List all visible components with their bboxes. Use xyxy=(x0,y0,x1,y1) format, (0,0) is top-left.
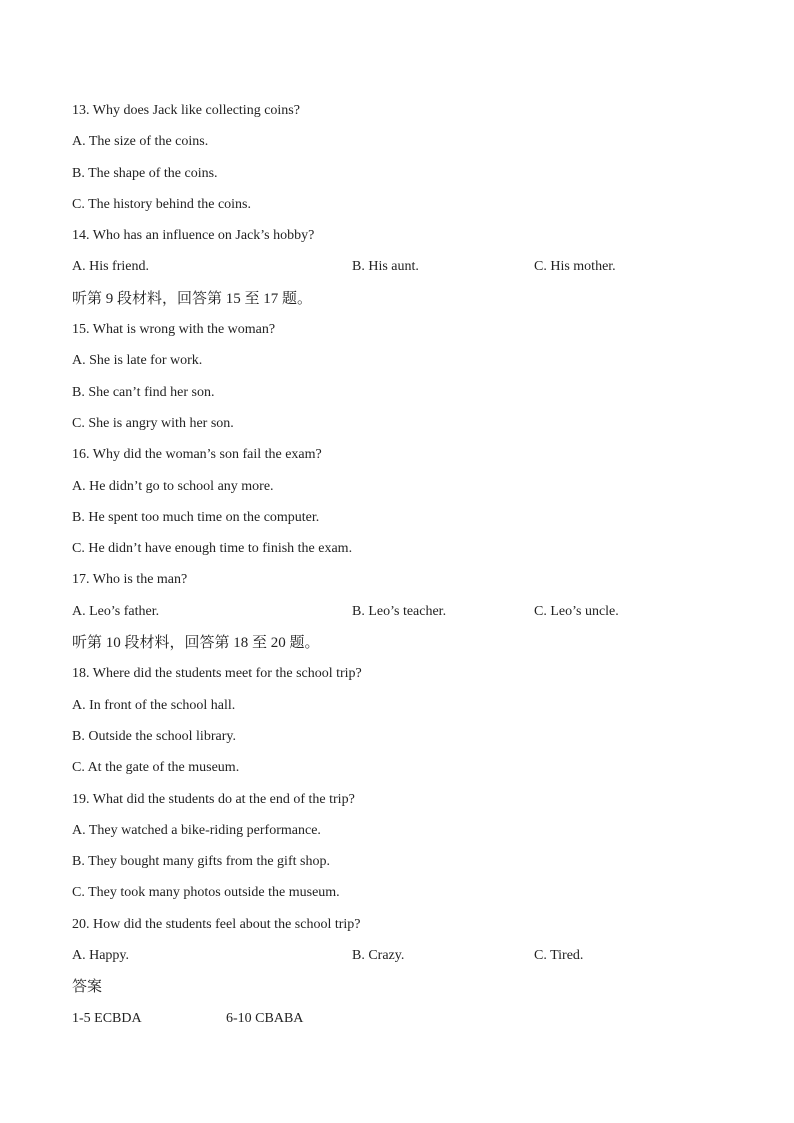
option-15a: A. She is late for work. xyxy=(72,353,203,369)
option-19b: B. They bought many gifts from the gift shop. xyxy=(72,854,330,870)
option-15b: B. She can’t find her son. xyxy=(72,384,215,400)
question-17: 17. Who is the man? xyxy=(72,572,188,588)
answer-6-10: 6-10 CBABA xyxy=(226,1010,304,1026)
option-18c: C. At the gate of the museum. xyxy=(72,760,240,776)
option-20c: C. Tired. xyxy=(534,948,584,964)
question-19: 19. What did the students do at the end of the trip? xyxy=(72,791,355,807)
answer-key xyxy=(72,1008,722,1039)
option-17c: C. Leo’s uncle. xyxy=(534,603,619,619)
options-20 xyxy=(72,945,722,976)
option-16b: B. He spent too much time on the computer. xyxy=(72,509,320,525)
options-17 xyxy=(72,601,722,632)
option-20a: A. Happy. xyxy=(72,948,130,964)
question-15: 15. What is wrong with the woman? xyxy=(72,322,276,338)
question-16: 16. Why did the woman’s son fail the exam? xyxy=(72,447,322,463)
option-17b: B. Leo’s teacher. xyxy=(352,603,447,619)
option-16c: C. He didn’t have enough time to finish the exam. xyxy=(72,541,353,557)
option-19a: A. They watched a bike-riding performance. xyxy=(72,822,321,838)
document-page xyxy=(72,100,722,1039)
question-13: 13. Why does Jack like collecting coins? xyxy=(72,103,300,118)
section-heading-9: 听第 9 段材料，回答第 15 至 17 题。 xyxy=(72,290,313,307)
option-18a: A. In front of the school hall. xyxy=(72,697,236,713)
question-18: 18. Where did the students meet for the school trip? xyxy=(72,666,362,682)
option-13c: C. The history behind the coins. xyxy=(72,196,251,212)
answer-heading: 答案 xyxy=(72,979,103,996)
section-heading-10: 听第 10 段材料，回答第 18 至 20 题。 xyxy=(72,635,320,652)
question-20: 20. How did the students feel about the school trip? xyxy=(72,916,361,932)
option-15c: C. She is angry with her son. xyxy=(72,415,234,431)
option-19c: C. They took many photos outside the museum. xyxy=(72,885,340,901)
question-14: 14. Who has an influence on Jack’s hobby? xyxy=(72,228,315,244)
option-20b: B. Crazy. xyxy=(352,948,405,964)
option-14a: A. His friend. xyxy=(72,259,149,275)
options-14 xyxy=(72,256,722,287)
option-18b: B. Outside the school library. xyxy=(72,728,236,744)
option-16a: A. He didn’t go to school any more. xyxy=(72,478,274,494)
option-17a: A. Leo’s father. xyxy=(72,603,160,619)
option-14b: B. His aunt. xyxy=(352,259,419,275)
answer-1-5: 1-5 ECBDA xyxy=(72,1010,142,1026)
option-14c: C. His mother. xyxy=(534,259,616,275)
option-13b: B. The shape of the coins. xyxy=(72,165,218,181)
option-13a: A. The size of the coins. xyxy=(72,134,209,150)
